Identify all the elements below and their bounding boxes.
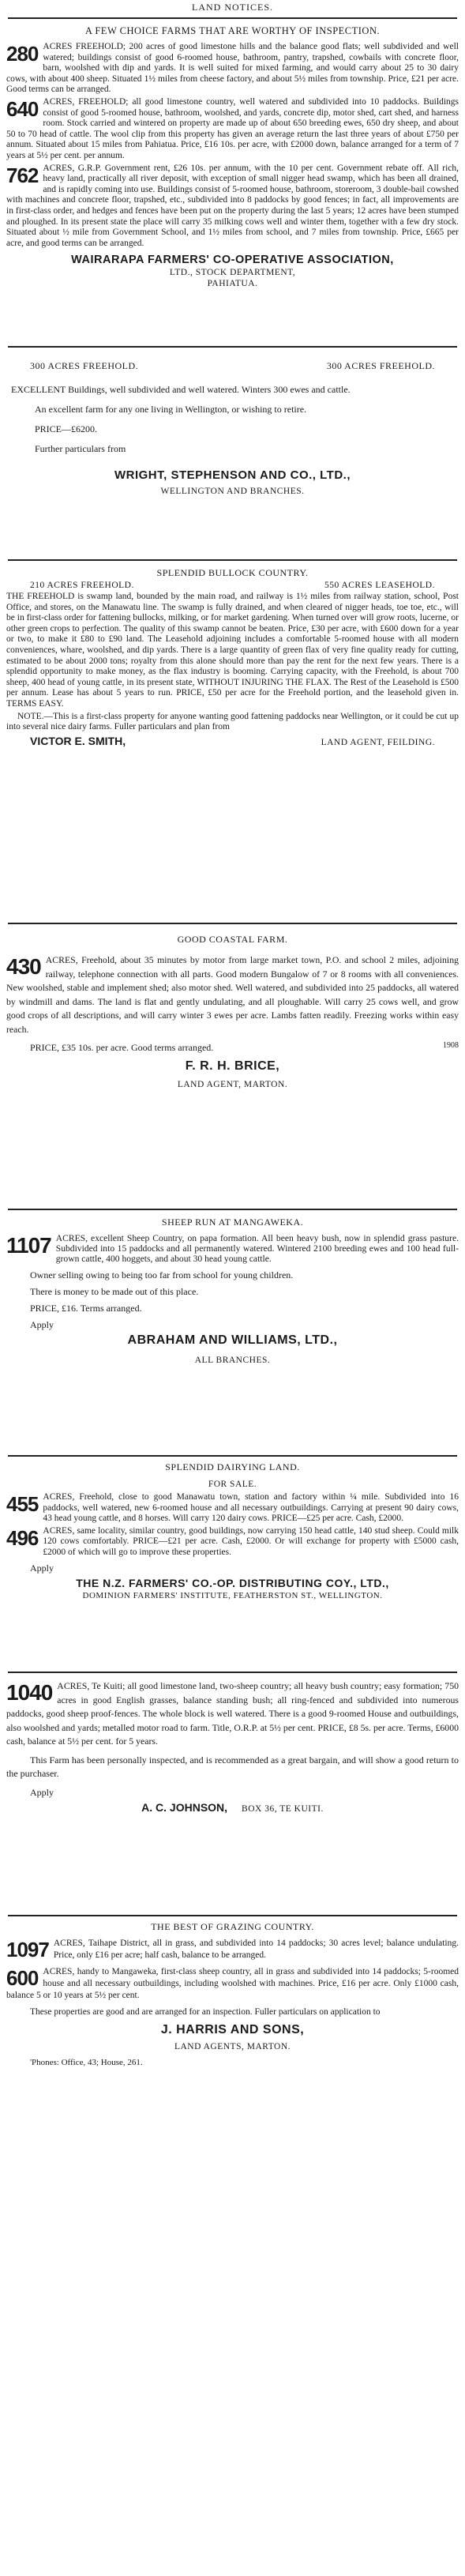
ad-heading-left: 210 ACRES FREEHOLD. [30, 581, 134, 590]
ad-note: NOTE.—This is a first-class property for anyone wanting good fattening paddocks near Wellington, or it could be cut up into several nice dairy farms. Fuller particulars and plan from [6, 711, 459, 732]
farm-size: 640 [6, 96, 39, 121]
farm-description: ACRES FREEHOLD; 200 acres of good limestone hills and the balance good flats; well subdivided and well watered; buildings consist of good 6-roomed house, bathroom, pantry, trapshed, cowbails with concrete floor, barn, woolshed with dip and yards. It is well suited for mixed farming, and would carry about 25 to 30 dairy cows, with about 400 sheep. Situated 1½ miles from cheese factory, and about 5½ miles from township. Price, £21 per acre. Good terms can be arranged. [6, 42, 459, 95]
farm-description: ACRES, handy to Mangaweka, first-class sheep country, all in grass and subdivided into 14 paddocks; 5-roomed house and all necessary outbuildings, including woolshed with machines. Price, £16 per acre. Only £1000 cash, balance 5 or 10 years at 5½ per cent. [6, 1967, 459, 2000]
ad-paragraph: EXCELLENT Buildings, well subdivided and well watered. Winters 300 ewes and cattle. [11, 384, 351, 395]
ad-heading-right: 300 ACRES FREEHOLD. [326, 360, 435, 371]
farm-description: ACRES, Taihape District, all in grass, and subdivided into 14 paddocks; 30 acres level; balance undulating. Price, only £16 per acre; half cash, balance to be arranged. [53, 1939, 459, 1960]
ad-wairarapa [6, 25, 459, 340]
ad-heading: THE BEST OF GRAZING COUNTRY. [151, 1921, 314, 1932]
farm-description: ACRES, Freehold, about 35 minutes by motor from large market town, P.O. and school 2 miles, adjoining railway, telephone connection with all parts. Good modern Bungalow of 7 or 8 rooms with all conveniences. New woolshed, stable and implement shed; also motor shed. Well watered, and subdivided into 25 paddocks, all watered by windmill and dams. The land is flat and gently undulating, and all ploughable. Will carry 25 cows well, and grow good crops of all descriptions, and will carry winter 3 ewes per acre. Lambs fatten readily. Freezing works within easy reach. [6, 954, 459, 1035]
ad-heading-left: 300 ACRES FREEHOLD. [30, 360, 139, 371]
divider [8, 346, 457, 348]
ad-paragraph: An excellent farm for any one living in Wellington, or wishing to retire. [35, 404, 307, 415]
divider [8, 923, 457, 924]
apply-text: Apply [30, 1562, 54, 1574]
farm-description: ACRES, excellent Sheep Country, on papa formation. All been heavy bush, now in splendid grass pasture. Subdivided into 15 paddocks and all permanently watered. Wintered 2100 breeding ewes and 100 head full-grown cattle, 400 hoggets, and about 30 head young cattle. [55, 1233, 459, 1264]
ad-brice [6, 934, 459, 1190]
price-text: PRICE—£6200. [35, 423, 98, 434]
firm-branches: WELLINGTON AND BRANCHES. [160, 487, 305, 496]
farm-size: 455 [6, 1492, 39, 1516]
ad-nz-farmers [6, 1461, 459, 1664]
firm-address: DOMINION FARMERS' INSTITUTE, FEATHERSTON ST., WELLINGTON. [82, 1590, 383, 1600]
ad-heading: SPLENDID BULLOCK COUNTRY. [156, 567, 309, 578]
farm-description: ACRES, Te Kuiti; all good limestone land, two-sheep country; all heavy bush country; easy formation; 750 acres in good English grasses, balance standing bush; all ring-fenced and subdivided into numerous paddocks, good sheep proof-fences. The whole block is well watered. There is a good 9-roomed House and outbuildings, also woolshed and yards; metalled motor road to farm. Title, O.R.P. at 5½ per cent. PRICE, £8 5s. per acre. Terms, £6000 cash, balance at 5½ per cent. for 5 years. [6, 1680, 459, 1747]
ad-wright-stephenson [6, 360, 459, 536]
farm-size: 1040 [6, 1680, 53, 1705]
divider [8, 1915, 457, 1916]
agent-address: BOX 36, TE KUITI. [242, 1803, 324, 1814]
agent-name: A. C. JOHNSON, [141, 1800, 228, 1814]
apply-text: Apply [30, 1786, 54, 1798]
divider [8, 1209, 457, 1210]
firm-name: WAIRARAPA FARMERS' CO-OPERATIVE ASSOCIATION, [71, 254, 394, 267]
farm-description: ACRES, same locality, similar country, good buildings, now carrying 150 head cattle, 140 stud sheep. Could milk 120 cows comfortably. PRICE—£21 per acre. Cash, £2000. Or will exchange for property with £5000 cash, £2000 of which will go to improve these properties. [43, 1525, 459, 1557]
ad-paragraph: Owner selling owing to being too far from school for young children. [30, 1269, 294, 1280]
divider [8, 1672, 457, 1673]
title-rule [8, 17, 457, 19]
firm-branches: ALL BRANCHES. [194, 1356, 271, 1365]
price-text: PRICE, £16. Terms arranged. [30, 1303, 142, 1314]
farm-size: 1107 [6, 1233, 51, 1258]
ad-heading: A FEW CHOICE FARMS THAT ARE WORTHY OF INSPECTION. [84, 25, 381, 36]
ad-abraham-williams [6, 1217, 459, 1450]
page-title: LAND NOTICES. [192, 2, 273, 13]
farm-description: ACRES, Freehold, close to good Manawatu town, station and factory within ¼ mile. Subdivided into 16 paddocks, well watered, new 6-roomed house and all necessary outbuildings. Carrying at present 90 dairy cows, 43 head young cattle, and 8 horses. Will carry 120 dairy cows. PRICE—£25 per acre. Cash, £2000. [43, 1492, 459, 1524]
ad-paragraph: This Farm has been personally inspected, and is recommended as a great bargain, and will show a good return to the purchaser. [6, 1754, 459, 1779]
agent-name: F. R. H. BRICE, [185, 1059, 280, 1073]
firm-town: PAHIATUA. [207, 279, 258, 289]
price-text: PRICE, £35 10s. per acre. Good terms arranged. [30, 1042, 214, 1053]
ad-reference: 1908 [443, 1041, 459, 1050]
agent-name: VICTOR E. SMITH, [30, 734, 126, 747]
farm-size: 600 [6, 1966, 39, 1990]
phone-numbers: 'Phones: Office, 43; House, 261. [30, 2058, 143, 2067]
ad-heading: GOOD COASTAL FARM. [177, 934, 288, 945]
farm-size: 762 [6, 163, 39, 187]
ad-heading: SHEEP RUN AT MANGAWEKA. [161, 1217, 304, 1228]
divider [8, 1455, 457, 1457]
farm-size: 280 [6, 42, 39, 66]
ad-johnson [6, 1679, 459, 1910]
farm-description: ACRES, FREEHOLD; all good limestone country, well watered and subdivided into 10 paddocks. Buildings consist of good 5-roomed house, bathroom, woolshed, and yards, concrete dip, motor shed, cart shed, and harness room. Stock carried and wintered on property are made up of about 650 breeding ewes, 650 dry sheep, and about 50 to 70 head of cattle. The wool clip from this property has given an average return the last three years of about £750 per annum. Situated about 15 miles from Pahiatua. Price, £16 10s. per acre, with £2000 down, balance arranged for a term of 7 years at 5½ per cent. per annum. [6, 96, 459, 160]
firm-name: J. HARRIS AND SONS, [160, 2023, 305, 2036]
farm-size: 430 [6, 954, 41, 979]
ad-paragraph: Further particulars from [35, 443, 126, 454]
agent-role: LAND AGENT, MARTON. [177, 1080, 288, 1089]
ad-heading: SPLENDID DAIRYING LAND. [165, 1461, 300, 1472]
ad-subheading: FOR SALE. [208, 1480, 257, 1489]
firm-department: LTD., STOCK DEPARTMENT, [169, 268, 296, 278]
apply-text: Apply [30, 1319, 54, 1330]
ad-paragraph: There is money to be made out of this place. [30, 1286, 199, 1297]
farm-description: ACRES, G.R.P. Government rent, £26 10s. per annum, with the 10 per cent. Government rebate off. All rich, heavy land, practically all river deposit, with exception of small nigger head swamp, which has been all drained, and is rapidly coming into use. Buildings consist of 5-roomed house, bathroom, storeroom, 3 double-bail cowshed with machines and concrete floor, trapshed, etc., subdivided into 8 paddocks by good fences; in fact, all improvements are in first-class order, and hedges and fences have been put on the property during the last 5 years; 12 acres have been stumped and ploughed. In its present state the place will carry 35 milking cows well and winter them, together with a few dry stock. Situated about ½ mile from Government School, and 1½ miles from school, and 7 miles from township. Price, £665 per acre, and good terms can be arranged. [6, 163, 459, 248]
ad-harris [6, 1921, 459, 2134]
ad-paragraph: THE FREEHOLD is swamp land, bounded by the main road, and railway is 1½ miles from railway station, school, Post Office, and stores, on the Manawatu line. The swamp is fully drained, and when cleared of nigger heads, toe toe, etc., will be in first-class order for fattening bullocks, milking, or for market gardening. When turned over will grow roots, lucerne, or other green crops to perfection. The quality of this swamp cannot be beaten. Price, £30 per acre, with £600 down for a year or two, to make it £80 to £90 land. The Leasehold adjoining includes a comfortable 5-roomed house with all modern conveniences, whare, woolshed, and dip yards. There is a large quantity of green flax of very fine quality ready for cutting, estimated to be about 2000 tons; royalty from this alone should more than pay the rent for the next few years. There is a splendid opportunity to make money, as the flax industry is booming. Carrying capacity, with the Freehold, is about 700 sheep, 400 head of young cattle, in its present state, WITHOUT INJURING THE FLAX. The Rest of the Leasehold is £500 per annum. Lease has about 5 years to run. PRICE, £50 per acre for the Freehold portion, and the leasehold given in. TERMS EASY. [6, 592, 459, 709]
agent-role: LAND AGENT, FEILDING. [321, 737, 435, 747]
ad-paragraph: These properties are good and are arranged for an inspection. Fuller particulars on application to [30, 2007, 381, 2017]
firm-role: LAND AGENTS, MARTON. [174, 2042, 291, 2051]
firm-name: THE N.Z. FARMERS' CO.-OP. DISTRIBUTING COY., LTD., [76, 1576, 389, 1589]
ad-heading-right: 550 ACRES LEASEHOLD. [324, 581, 435, 590]
page-title-block [6, 2, 459, 13]
farm-size: 496 [6, 1525, 39, 1550]
firm-name: WRIGHT, STEPHENSON AND CO., LTD., [114, 468, 351, 482]
ad-victor-smith [6, 567, 459, 907]
farm-size: 1097 [6, 1938, 49, 1961]
divider [8, 559, 457, 561]
firm-name: ABRAHAM AND WILLIAMS, LTD., [127, 1333, 338, 1347]
